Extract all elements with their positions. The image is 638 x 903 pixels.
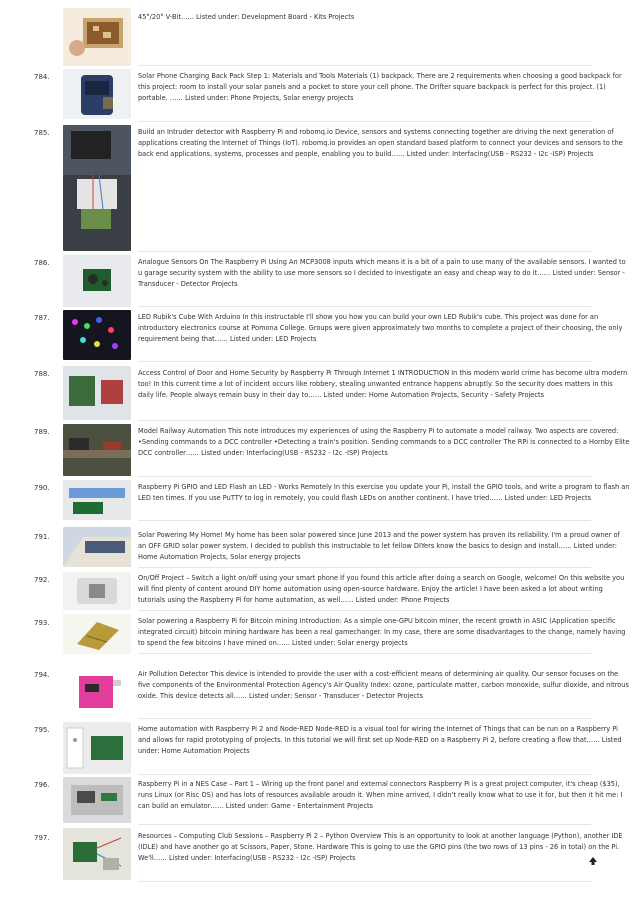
door-security-photo — [63, 366, 131, 420]
item-number: 791. — [34, 533, 50, 541]
computing-club-photo — [63, 828, 131, 880]
project-description: Raspberry Pi GPIO and LED Flash an LED - Works Remotely In this exercise you update your Pi, install the GPIO tools, and write a program to flash an LED ten times. If you use PuTTY to log in remotely, you could flash LEDs on another continent. I have tried…… Listed under: LED Projects — [138, 483, 630, 502]
project-description: Air Pollution Detector This device is intended to provide the user with a cost-efficient means of determining air quality. Our sensor focuses on the five components of the Environmental Protection Agency's Air Quality Index: ozone, particulate matter, carbon monoxide, sulfur dioxide, and nitrous oxide. This device detects all…… Listed under: Sensor - Transducer - Detector Projects — [138, 670, 629, 700]
arrow-up-icon — [588, 856, 598, 866]
air-detector-photo — [63, 666, 131, 716]
item-number: 793. — [34, 619, 50, 627]
separator — [138, 420, 591, 421]
separator — [138, 361, 591, 362]
separator — [138, 718, 591, 719]
led-cube-photo — [63, 310, 131, 360]
separator — [138, 65, 591, 66]
project-thumbnail[interactable] — [63, 666, 131, 716]
separator — [138, 476, 591, 477]
item-number: 797. — [34, 834, 50, 842]
item-number: 796. — [34, 781, 50, 789]
project-thumbnail[interactable] — [63, 366, 131, 420]
node-red-photo — [63, 722, 131, 774]
nes-case-photo — [63, 777, 131, 823]
project-description: Model Railway Automation This note introduces my experiences of using the Raspberry Pi to automate a model railway. Two aspects are covered: •Sending commands to a DCC controller •Detecting a train's position. Sending commands to a DCC controller The RPi is connected to a Hornby Elite DCC controller…… Listed under: Interfacing(USB - RS232 - I2c -ISP) Projects — [138, 427, 630, 457]
project-description: 45°/20° V-Bit…… Listed under: Development Board - Kits Projects — [138, 13, 355, 21]
project-thumbnail[interactable] — [63, 255, 131, 307]
sensor-photo — [63, 255, 131, 307]
project-thumbnail[interactable] — [63, 480, 131, 520]
project-thumbnail[interactable] — [63, 424, 131, 476]
project-thumbnail[interactable] — [63, 722, 131, 774]
project-thumbnail[interactable] — [63, 310, 131, 360]
project-description: Home automation with Raspberry Pi 2 and Node-RED Node-RED is a visual tool for wiring the Internet of Things that can be run on a Raspberry Pi and allows for rapid prototyping of projects. In this tutorial we will first set up Node-RED on a Raspberry Pi 2, before creating a flow that…… Listed under: Home Automation Projects — [138, 725, 622, 755]
project-description: Build an Intruder detector with Raspberry Pi and robomq.io Device, sensors and systems connecting together are driving the next generation of applications creating the Internet of Things (IoT). robomq.io provides an open standard based platform to connect your devices and sensors to the back end applications, systems, processes and people, enabling you to build…… Listed under: Interfacing(USB - RS232 - I2c -ISP) Projects — [138, 128, 623, 158]
item-number: 784. — [34, 73, 50, 81]
project-thumbnail[interactable] — [63, 828, 131, 880]
item-number: 785. — [34, 129, 50, 137]
item-number: 789. — [34, 428, 50, 436]
item-number: 795. — [34, 726, 50, 734]
item-number: 787. — [34, 314, 50, 322]
project-description: Solar powering a Raspberry Pi for Bitcoin mining Introduction: As a simple one-GPU bitcoin miner, the recent growth in ASIC (Application specific integrated circuit) bitcoin mining hardware has been a real gamechanger. In my case, there are some disadvantages to the change, namely having to spend the few bitcoins I have mined on…… Listed under: Solar energy projects — [138, 617, 626, 647]
project-description: Access Control of Door and Home Security by Raspberry Pi Through Internet 1 INTRODUCTION In this modern world crime has become ultra modern too! In this current time a lot of incident occurs like robbery, stealing unwanted entrance happens abruptly. So the security does matters in this daily life. People always remain busy in their day to…… Listed under: Home Automation Projects, Security - Safety Projects — [138, 369, 628, 399]
separator — [138, 306, 591, 307]
separator — [138, 251, 591, 252]
project-description: Raspberry Pi in a NES Case – Part 1 – Wiring up the front panel and external connectors Raspberry Pi is a great project computer, it's cheap ($35), runs Linux (or Risc OS) and has lots of resources available aroudn it. When mine arrived, I didn't really know what to use it for, but then it hit me: I can build an emulator…… Listed under: Game - Entertainment Projects — [138, 780, 623, 810]
project-thumbnail[interactable] — [63, 69, 131, 119]
solar-home-photo — [63, 527, 131, 567]
separator — [138, 610, 591, 611]
project-description: On/Off Project – Switch a light on/off using your smart phone If you found this article after doing a search on Google, welcome! On this website you will find plenty of content around DIY home automation using open-source hardware. Enjoy the article! I have been asked a lot about writing tutorials using the Raspberry Pi for home automation, as well…… Listed under: Phone Projects — [138, 574, 625, 604]
project-thumbnail[interactable] — [63, 614, 131, 654]
project-description: Solar Phone Charging Back Pack Step 1: Materials and Tools Materials (1) backpack. There are 2 requirements when choosing a good backpack for this project: room to install your solar panels and a pocket to store your cell phone. The Drifter square backpack is perfect for this project. (1) portable. …… Listed under: Phone Projects, Solar energy projects — [138, 72, 622, 102]
separator — [138, 824, 591, 825]
project-thumbnail[interactable] — [63, 527, 131, 567]
project-description: LED Rubik's Cube With Arduino In this instructable I'll show you how you can build your own LED Rubik's cube. This project was done for an introductory electronics course at Pomona College. Groups were given approximately two months to complete a project of their choosing, the only requirement being that…… Listed under: LED Projects — [138, 313, 623, 343]
item-number: 792. — [34, 576, 50, 584]
switch-photo — [63, 572, 131, 610]
item-number: 788. — [34, 370, 50, 378]
gpio-photo — [63, 480, 131, 520]
separator — [138, 774, 591, 775]
separator — [138, 567, 591, 568]
board-photo — [63, 8, 131, 66]
item-number: 794. — [34, 671, 50, 679]
project-thumbnail[interactable] — [63, 572, 131, 610]
project-thumbnail[interactable] — [63, 8, 131, 66]
separator — [138, 881, 591, 882]
backpack-photo — [63, 69, 131, 119]
separator — [138, 520, 591, 521]
project-description: Analogue Sensors On The Raspberry Pi Using An MCP3008 inputs which means it is a bit of a pain to use many of the available sensors. I wanted to u garage security system with the ability to use more sensors so I decided to investigate an easy and cheap way to do it…… Listed under: Sensor - Transducer - Detector Projects — [138, 258, 626, 288]
project-description: Resources – Computing Club Sessions – Raspberry Pi 2 – Python Overview This is an opportunity to look at another language (Python), another IDE (IDLE) and have another go at Scissors, Paper, Stone. Hardware This is going to use the GPIO pins (the two rows of 13 pins - 26 in total) on the Pi. We'll…… Listed under: Interfacing(USB - RS232 - I2c -ISP) Projects — [138, 832, 623, 862]
scroll-top-button[interactable] — [588, 851, 598, 861]
project-thumbnail[interactable] — [63, 777, 131, 823]
project-description: Solar Powering My Home! My home has been solar powered since June 2013 and the power system has proven its reliability. I'm a proud owner of an OFF GRID solar power system. I decided to publish this instructable to let fellow DIYers know the basics to design and install…… Listed under: Home Automation Projects, Solar energy projects — [138, 531, 620, 561]
breadboard-photo — [63, 125, 131, 251]
separator — [138, 121, 591, 122]
separator — [138, 653, 591, 654]
solar-panel-photo — [63, 614, 131, 654]
item-number: 786. — [34, 259, 50, 267]
railway-photo — [63, 424, 131, 476]
item-number: 790. — [34, 484, 50, 492]
project-thumbnail[interactable] — [63, 125, 131, 251]
